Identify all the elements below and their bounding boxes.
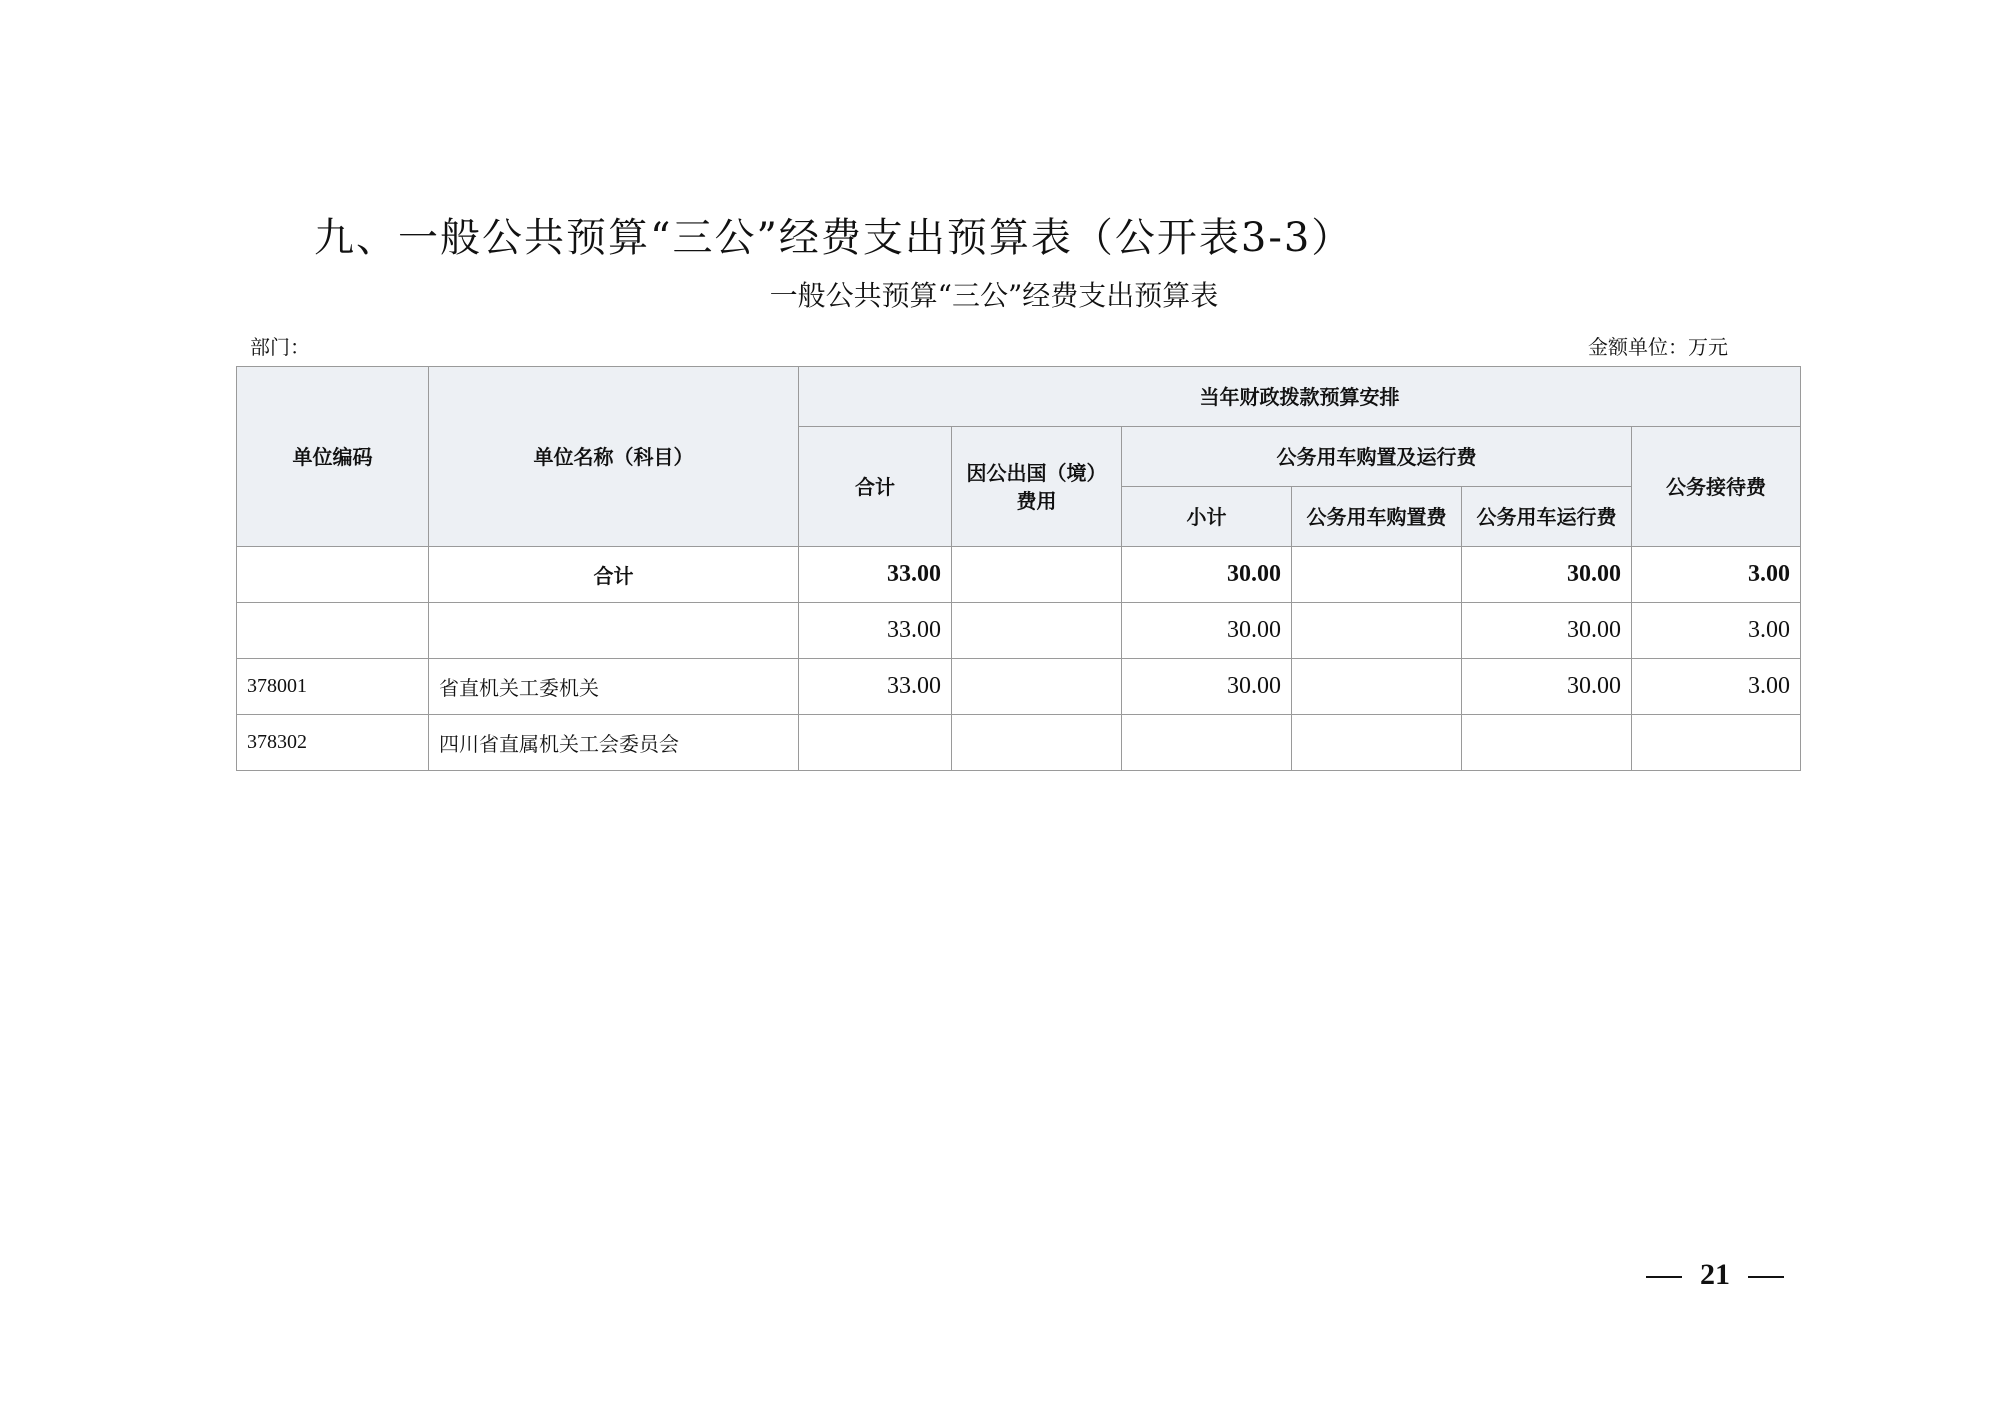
table-row: [237, 659, 1801, 715]
cell-name: 四川省直属机关工会委员会: [429, 715, 799, 771]
cell-code: 378302: [237, 715, 429, 771]
header-unit-code: 单位编码: [237, 367, 429, 547]
cell-overseas: [952, 659, 1122, 715]
cell-operation: [1462, 715, 1632, 771]
cell-reception: 3.00: [1632, 547, 1801, 603]
cell-name: 省直机关工委机关: [429, 659, 799, 715]
cell-subtotal: 30.00: [1122, 547, 1292, 603]
cell-code: [237, 603, 429, 659]
cell-purchase: [1292, 603, 1462, 659]
header-vehicle-group: 公务用车购置及运行费: [1122, 427, 1632, 487]
cell-subtotal: 30.00: [1122, 603, 1292, 659]
cell-code: 378001: [237, 659, 429, 715]
page-number: [1628, 1258, 1802, 1292]
header-reception: 公务接待费: [1632, 427, 1801, 547]
cell-operation: 30.00: [1462, 547, 1632, 603]
page-number-value: 21: [1700, 1258, 1730, 1291]
page-number-dash-right: [1748, 1276, 1784, 1278]
cell-subtotal: 30.00: [1122, 659, 1292, 715]
header-vehicle-operation: 公务用车运行费: [1462, 487, 1632, 547]
cell-total: 33.00: [799, 659, 952, 715]
cell-total: 33.00: [799, 603, 952, 659]
cell-code: [237, 547, 429, 603]
cell-purchase: [1292, 715, 1462, 771]
cell-reception: 3.00: [1632, 603, 1801, 659]
cell-reception: [1632, 715, 1801, 771]
cell-operation: 30.00: [1462, 603, 1632, 659]
page-title: 九、一般公共预算“三公”经费支出预算表（公开表3-3）: [314, 215, 1354, 261]
department-label: 部门：: [250, 335, 310, 359]
cell-reception: 3.00: [1632, 659, 1801, 715]
cell-name: 合计: [429, 547, 799, 603]
cell-purchase: [1292, 659, 1462, 715]
table-row: [237, 715, 1801, 771]
cell-name: [429, 603, 799, 659]
table-row: [237, 603, 1801, 659]
header-subtotal: 小计: [1122, 487, 1292, 547]
header-unit-name: 单位名称（科目）: [429, 367, 799, 547]
header-vehicle-purchase: 公务用车购置费: [1292, 487, 1462, 547]
header-budget-group: 当年财政拨款预算安排: [799, 367, 1801, 427]
cell-purchase: [1292, 547, 1462, 603]
cell-overseas: [952, 603, 1122, 659]
table-title-text: 一般公共预算“三公”经费支出预算表: [769, 279, 1219, 312]
three-public-expenses-table: [236, 366, 1801, 771]
table-row-total: [237, 547, 1801, 603]
header-total: 合计: [799, 427, 952, 547]
table-title: [0, 274, 2000, 314]
cell-total: 33.00: [799, 547, 952, 603]
page-number-dash-left: [1646, 1276, 1682, 1278]
cell-subtotal: [1122, 715, 1292, 771]
cell-operation: 30.00: [1462, 659, 1632, 715]
cell-total: [799, 715, 952, 771]
header-overseas: 因公出国（境）费用: [952, 427, 1122, 547]
cell-overseas: [952, 715, 1122, 771]
amount-unit-label: 金额单位：万元: [1588, 335, 1728, 359]
cell-overseas: [952, 547, 1122, 603]
